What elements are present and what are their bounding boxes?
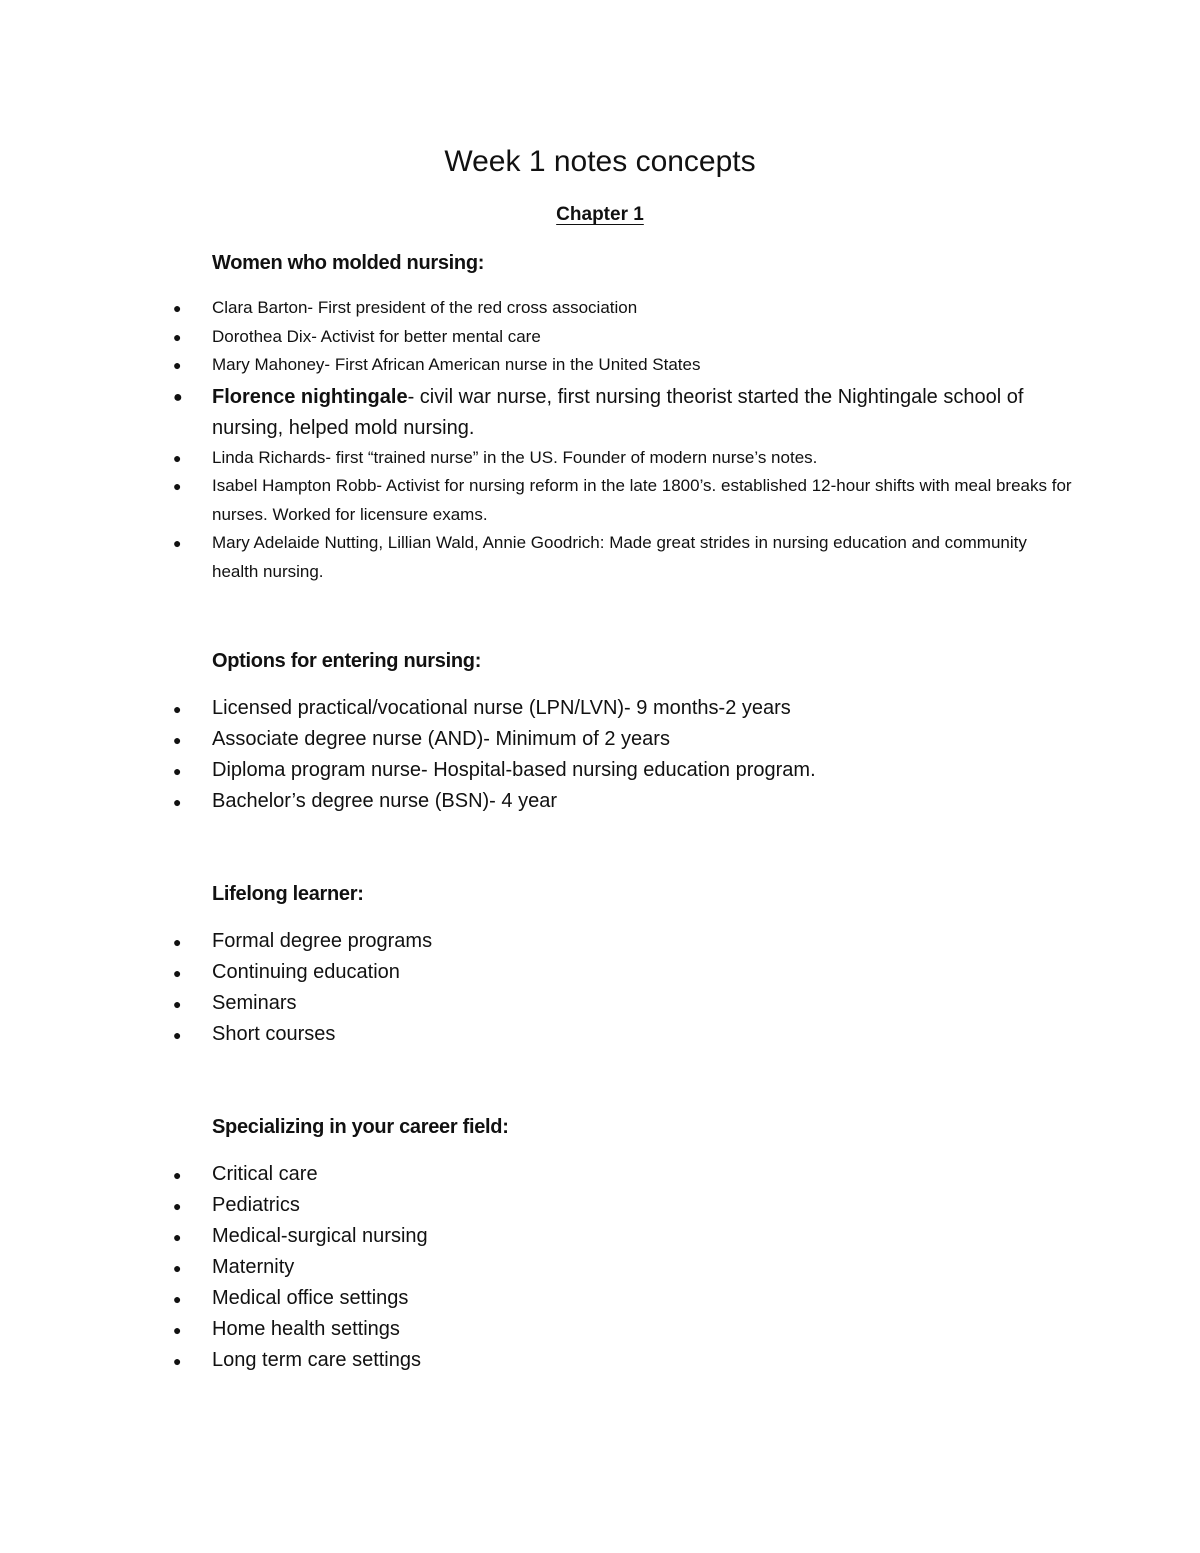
options-list: [0, 693, 1200, 817]
bullet-icon: ●: [173, 388, 183, 406]
chapter-heading: [0, 201, 1200, 229]
bullet-icon: ●: [173, 357, 182, 373]
lifelong-list: [0, 926, 1200, 1050]
section-heading-lifelong: Lifelong learner:: [212, 883, 364, 905]
list-item: ● Diploma program nurse- Hospital-based nursing education program.: [0, 755, 1072, 786]
bullet-icon: ●: [173, 449, 182, 466]
bullet-icon: ●: [173, 701, 182, 717]
bullet-icon: ●: [173, 794, 182, 810]
bullet-icon: ●: [173, 1167, 182, 1183]
list-item: ● Short courses: [0, 1019, 1072, 1050]
list-item: ● Continuing education: [0, 957, 1072, 988]
list-item: ● Home health settings: [0, 1314, 1072, 1345]
bullet-icon: ●: [173, 934, 182, 950]
bullet-icon: ●: [173, 1229, 182, 1245]
list-item-florence: ● Florence nightingale- civil war nurse, first nursing theorist started the Nightingale school of nursing, helped mold nursing.: [0, 382, 1072, 444]
bullet-icon: ●: [173, 732, 182, 748]
bullet-icon: ●: [173, 1260, 182, 1276]
list-item: ● Seminars: [0, 988, 1072, 1019]
bullet-icon: ●: [173, 763, 182, 779]
list-item: ● Bachelor’s degree nurse (BSN)- 4 year: [0, 786, 1072, 817]
list-item: ● Licensed practical/vocational nurse (LPN/LVN)- 9 months-2 years: [0, 693, 1072, 724]
list-item: ● Isabel Hampton Robb- Activist for nursing reform in the late 1800’s. established 12-hour shifts with meal breaks for nurses. Worked for licensure exams.: [0, 472, 1072, 529]
list-item: ● Mary Mahoney- First African American nurse in the United States: [0, 351, 1072, 380]
list-item: ● Medical office settings: [0, 1283, 1072, 1314]
section-heading-women: Women who molded nursing:: [212, 252, 485, 274]
bullet-icon: ●: [173, 328, 182, 345]
bullet-icon: ●: [173, 1322, 182, 1338]
page-title: Week 1 notes concepts: [444, 145, 756, 178]
bullet-icon: ●: [173, 300, 182, 316]
list-item: ● Critical care: [0, 1159, 1072, 1190]
section-heading-options: Options for entering nursing:: [212, 650, 482, 672]
bullet-icon: ●: [173, 965, 182, 981]
list-item: ● Linda Richards- first “trained nurse” in the US. Founder of modern nurse’s notes.: [0, 444, 1072, 473]
list-item: ● Dorothea Dix- Activist for better mental care: [0, 323, 1072, 352]
specializing-list: [0, 1159, 1200, 1376]
list-item: ● Maternity: [0, 1252, 1072, 1283]
section-heading-specializing: Specializing in your career field:: [212, 1116, 509, 1138]
list-item: ● Associate degree nurse (AND)- Minimum of 2 years: [0, 724, 1072, 755]
chapter-label: Chapter 1: [556, 204, 644, 225]
bullet-icon: ●: [173, 1198, 182, 1214]
bullet-icon: ●: [173, 535, 182, 551]
list-item-lead: Florence nightingale: [212, 385, 408, 408]
list-item: ● Clara Barton- First president of the red cross association: [0, 294, 1072, 323]
women-list: [0, 294, 1200, 586]
list-item: ● Long term care settings: [0, 1345, 1072, 1376]
bullet-icon: ●: [173, 1027, 182, 1043]
bullet-icon: ●: [173, 1353, 182, 1369]
bullet-icon: ●: [173, 1291, 182, 1307]
list-item: ● Formal degree programs: [0, 926, 1072, 957]
bullet-icon: ●: [173, 478, 182, 494]
list-item: ● Medical-surgical nursing: [0, 1221, 1072, 1252]
list-item: ● Pediatrics: [0, 1190, 1072, 1221]
bullet-icon: ●: [173, 996, 182, 1012]
list-item: ● Mary Adelaide Nutting, Lillian Wald, Annie Goodrich: Made great strides in nursing education and community health nursing.: [0, 529, 1072, 586]
